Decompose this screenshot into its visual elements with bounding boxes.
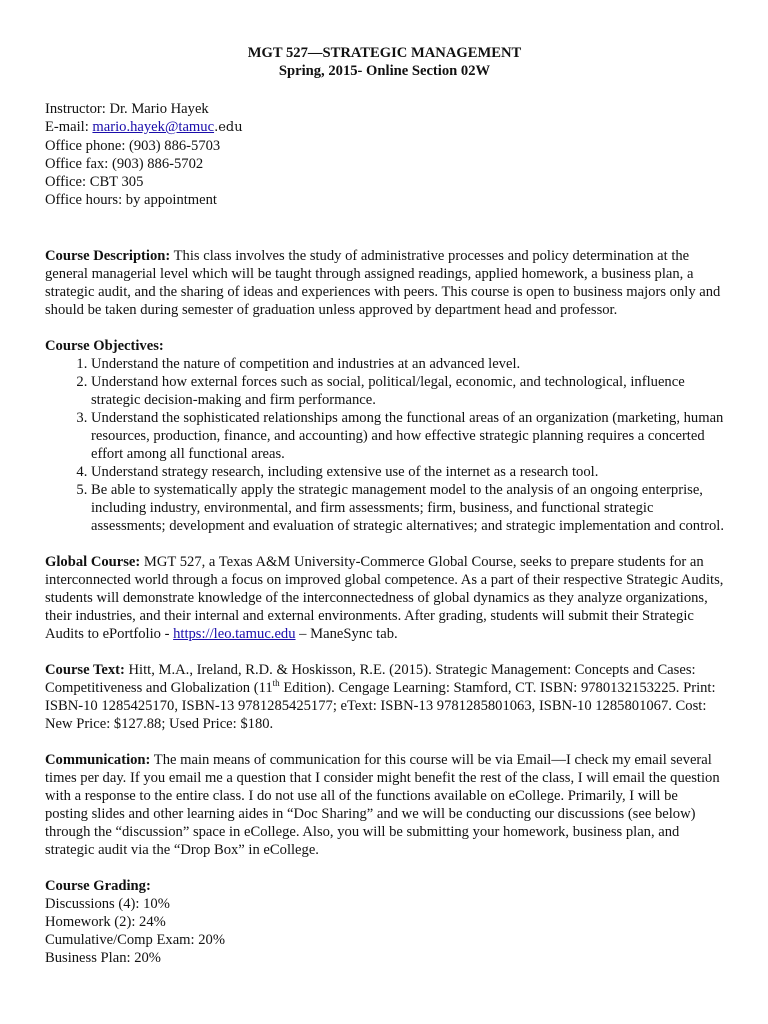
course-text-part2: Edition). Cengage Learning: Stamford, CT. ISBN: 9780132153225. Print: ISBN-10 1285425170, ISBN-13 9781285425177; eText: ISBN-13 9781285801063, ISBN-10 1285801067. Cost: New Price: $127.88; Used Price: $180.: [45, 680, 716, 732]
instructor-line: Instructor: Dr. Mario Hayek: [45, 101, 209, 117]
course-grading: [45, 877, 724, 967]
email-domain: .edu: [214, 120, 243, 135]
course-text-label: Course Text:: [45, 662, 125, 678]
document-header: [45, 44, 724, 80]
office-line: Office: CBT 305: [45, 174, 144, 190]
phone-line: Office phone: (903) 886-5703: [45, 138, 221, 154]
objective-item: 3. Understand the sophisticated relationships among the functional areas of an organization (marketing, human resources, production, finance, and accounting) and how effective strategic planning requires a concerted effort among all functional areas.: [91, 409, 724, 463]
communication: [45, 751, 724, 859]
course-text-part1: Hitt, M.A., Ireland, R.D. & Hoskisson, R.E. (2015). Strategic Management: Concepts and Cases: Competitiveness and Globalization (11: [45, 662, 696, 696]
objective-item: 4. Understand strategy research, including extensive use of the internet as a research tool.: [91, 463, 724, 481]
course-text: [45, 661, 724, 733]
course-description: [45, 247, 724, 319]
grading-item: Discussions (4): 10%: [45, 896, 170, 912]
grading-item: Business Plan: 20%: [45, 950, 161, 966]
email-line: [45, 118, 724, 137]
hours-line: Office hours: by appointment: [45, 192, 217, 208]
global-text: MGT 527, a Texas A&M University-Commerce Global Course, seeks to prepare students for an interconnected world through a focus on improved global competence. As a part of their respective Strategic Audits, students will demonstrate knowledge of the interconnectedness of global dynamics as they analyze organizations, their industries, and their internal and external environments. After grading, students will submit their Strategic Audits to ePortfolio -: [45, 554, 724, 642]
objectives-label: Course Objectives:: [45, 338, 164, 354]
grading-item: Homework (2): 24%: [45, 914, 166, 930]
communication-label: Communication:: [45, 752, 151, 768]
course-title: MGT 527—STRATEGIC MANAGEMENT: [247, 45, 522, 61]
communication-text: The main means of communication for this course will be via Email—I check my email several times per day. If you email me a question that I consider might benefit the rest of the class, I will email the question with a response to the entire class. I do not use all of the functions available on eCollege. Primarily, I will be posting slides and other learning aides in “Doc Sharing” and we will be conducting our discussions (see below) through the “discussion” space in eCollege. Also, you will be submitting your homework, business plan, and strategic audit via the “Drop Box” in eCollege.: [45, 752, 720, 858]
global-label: Global Course:: [45, 554, 141, 570]
edition-superscript: th: [272, 678, 280, 689]
global-course: [45, 553, 724, 643]
email-label: E-mail:: [45, 119, 93, 135]
course-objectives: [45, 337, 724, 535]
eportfolio-link[interactable]: https://leo.tamuc.edu: [173, 626, 296, 642]
grading-label: Course Grading:: [45, 878, 151, 894]
contact-block: [45, 100, 724, 209]
course-subtitle: Spring, 2015- Online Section 02W: [278, 63, 491, 79]
objective-item: 5. Be able to systematically apply the strategic management model to the analysis of an ongoing enterprise, including industry, environmental, and firm assessments; firm, business, and functional strategic assessments; development and evaluation of strategic alternatives; and strategic implementation and control.: [91, 481, 724, 535]
fax-line: Office fax: (903) 886-5702: [45, 156, 204, 172]
grading-item: Cumulative/Comp Exam: 20%: [45, 932, 225, 948]
description-label: Course Description:: [45, 248, 171, 264]
description-text: This class involves the study of administrative processes and policy determination at the general managerial level which will be taught through assigned readings, applied homework, a business plan, a strategic audit, and the sharing of ideas and experiences with peers. This course is open to business majors only and should be taken during semester of graduation unless approved by department head and professor.: [45, 248, 721, 318]
objective-item: 1. Understand the nature of competition and industries at an advanced level.: [91, 355, 724, 373]
email-link[interactable]: mario.hayek@tamuc: [92, 119, 215, 135]
objective-item: 2. Understand how external forces such as social, political/legal, economic, and technological, influence strategic decision-making and firm performance.: [91, 373, 724, 409]
global-tail: – ManeSync tab.: [295, 626, 398, 642]
objectives-list: [45, 355, 724, 535]
